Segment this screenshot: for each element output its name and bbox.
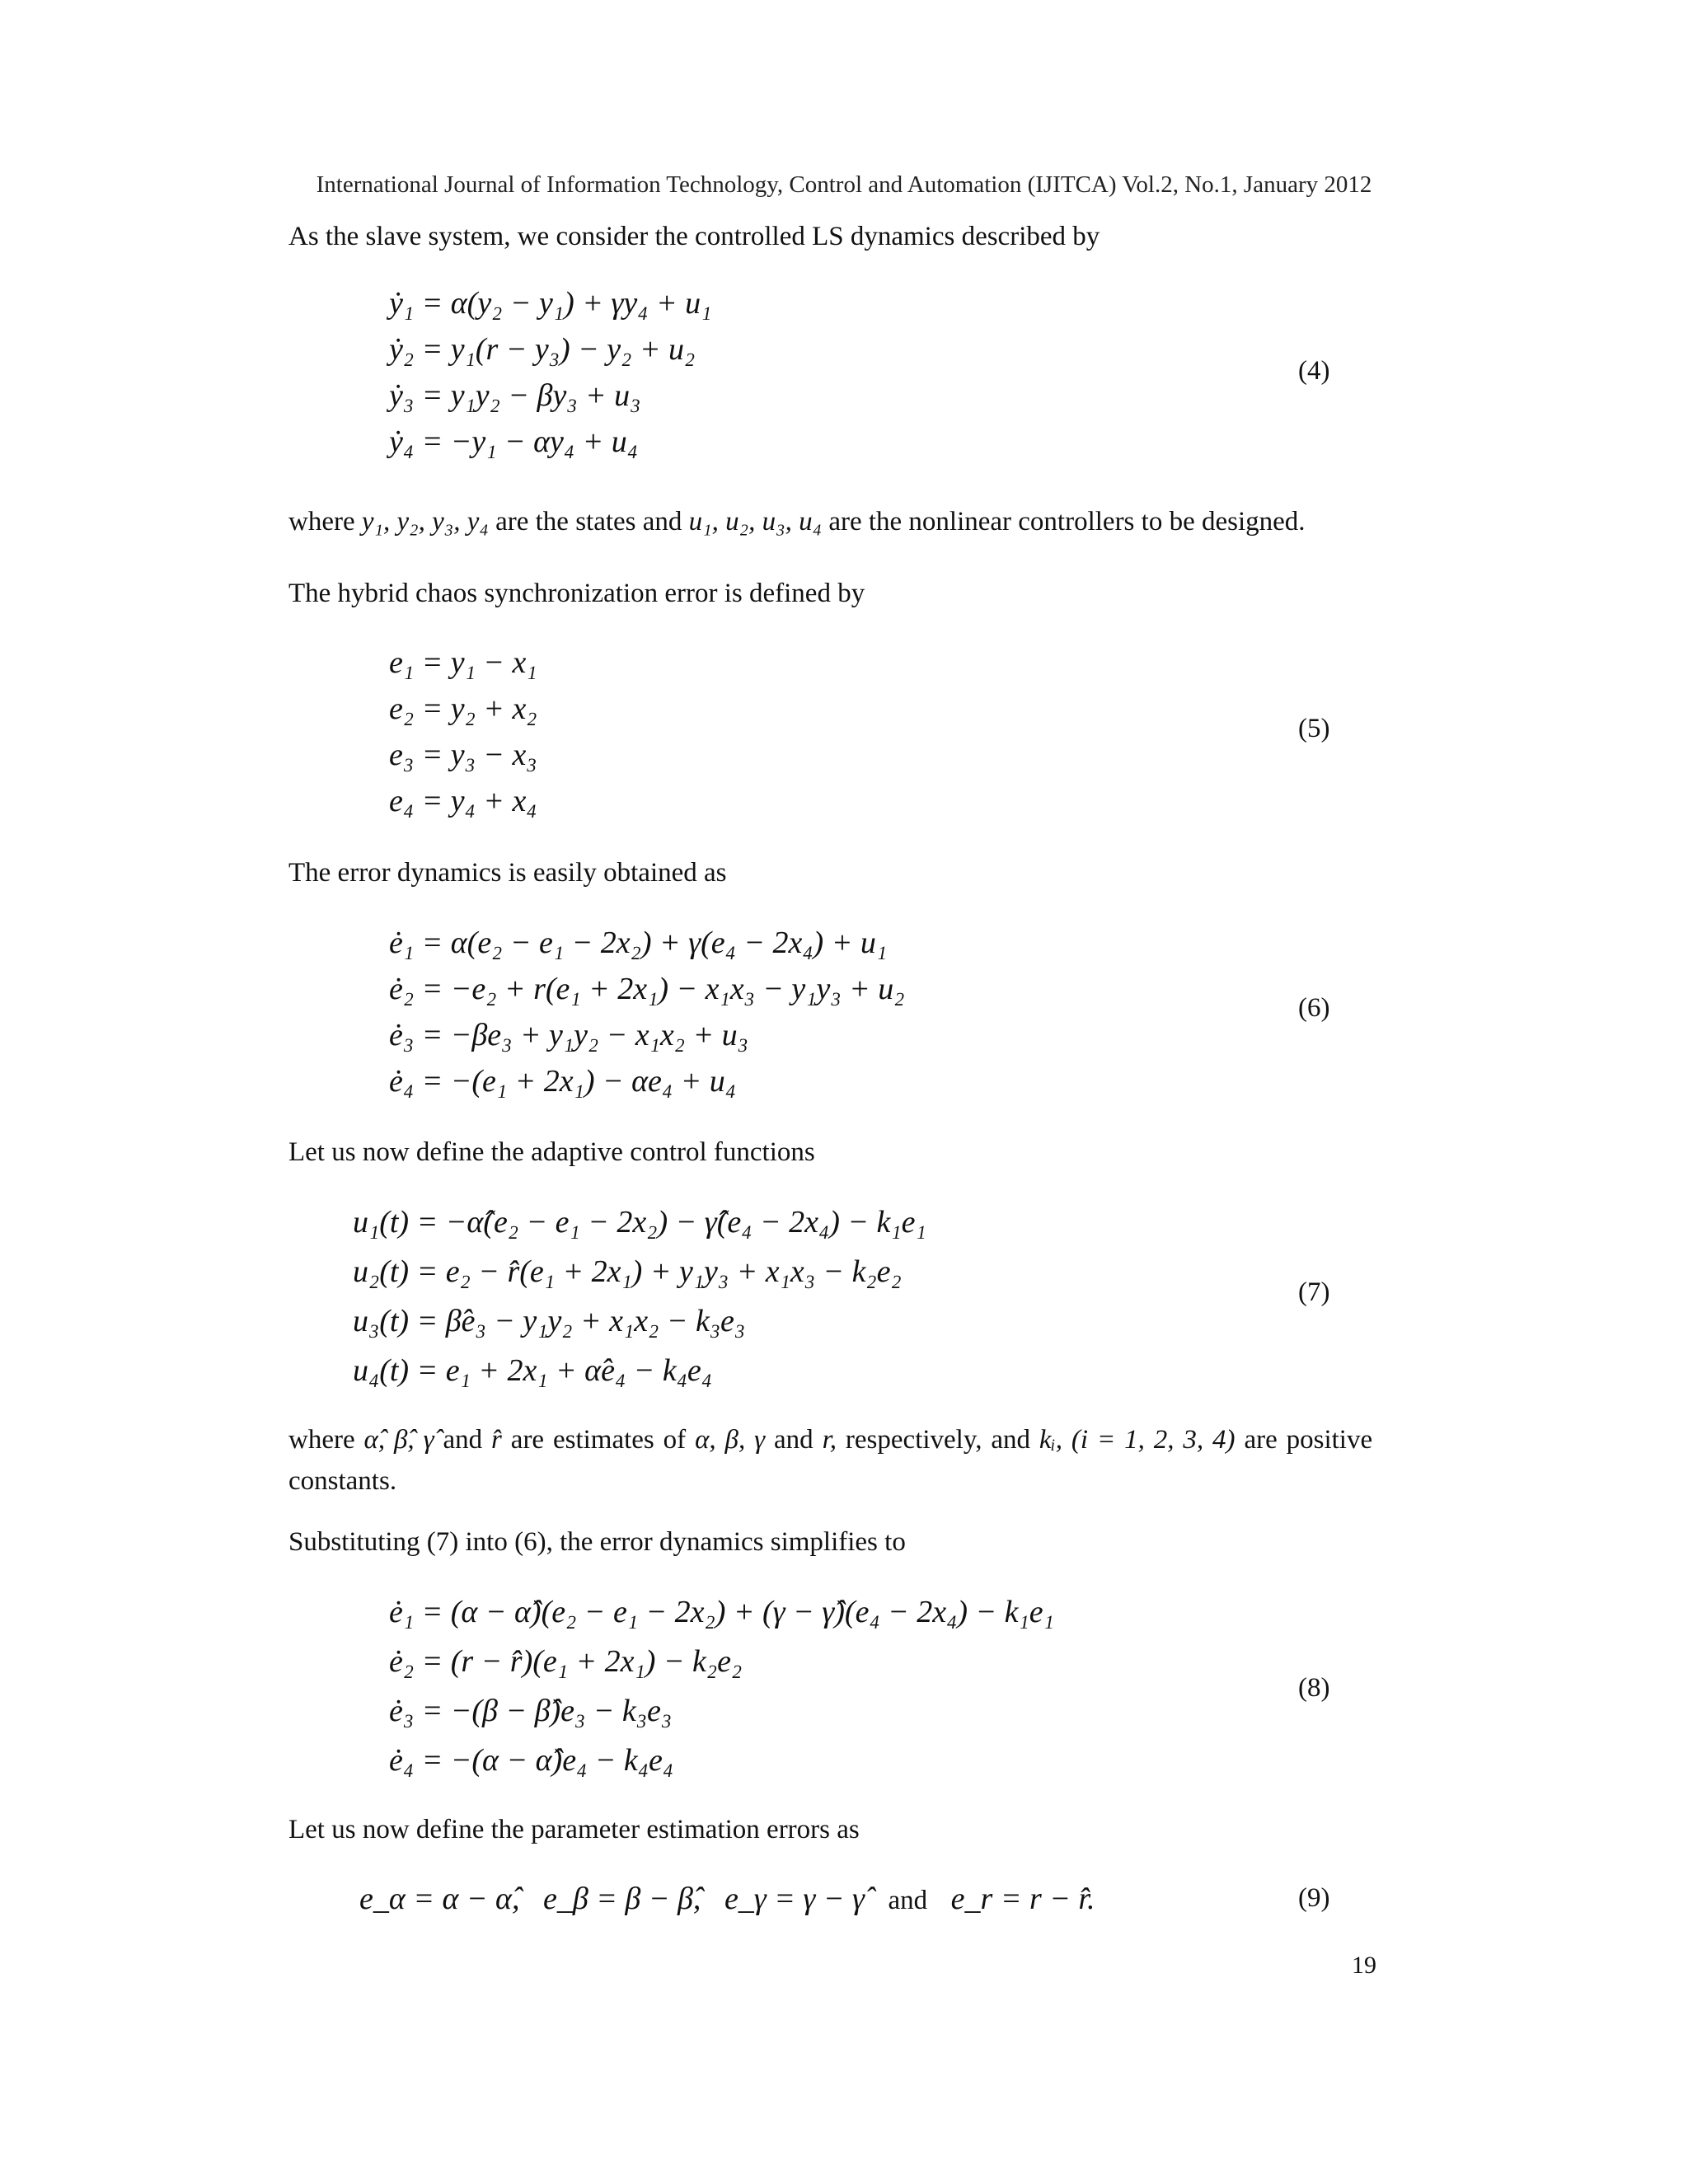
equation-5 <box>389 640 537 824</box>
equation-6-line-3: ė₃ = −βe₃ + y₁y₂ − x₁x₂ + u₃ <box>389 1018 748 1052</box>
journal-header: International Journal of Information Technology, Control and Automation (IJITCA) Vol.2, No.1, January 2012 <box>316 171 1372 198</box>
text: and <box>774 1425 814 1455</box>
equation-4-line-2: ẏ₂ = y₁(r − y₃) − y₂ + u₂ <box>389 332 696 367</box>
equation-9-term-beta: e_β = β − β̂, <box>543 1882 701 1916</box>
paragraph-adaptive-control: Let us now define the adaptive control functions <box>288 1137 815 1167</box>
equation-6-number: (6) <box>1298 993 1330 1023</box>
equation-5-line-4: e₄ = y₄ + x₄ <box>389 784 537 818</box>
paragraph-error-dynamics: The error dynamics is easily obtained as <box>288 858 727 888</box>
equation-4-line-3: ẏ₃ = y₁y₂ − βy₃ + u₃ <box>389 378 641 413</box>
equation-6-line-4: ė₄ = −(e₁ + 2x₁) − αe₄ + u₄ <box>389 1064 736 1099</box>
equation-4-number: (4) <box>1298 356 1330 386</box>
equation-8 <box>389 1589 1054 1787</box>
math-inline-states: y₁, y₂, y₃, y₄ <box>361 507 489 537</box>
equation-9 <box>359 1876 1095 1924</box>
equation-9-and: and <box>888 1886 928 1915</box>
equation-4-line-4: ẏ₄ = −y₁ − αy₄ + u₄ <box>389 424 638 459</box>
math-inline-estimates: α̂, β̂, γ̂ <box>363 1425 434 1455</box>
text: are positive constants. <box>288 1425 1373 1496</box>
page-number: 19 <box>1352 1952 1376 1979</box>
text: and <box>443 1425 483 1455</box>
math-inline-controllers: u₁, u₂, u₃, u₄ <box>688 507 823 537</box>
equation-9-term-r: e_r = r − r̂. <box>950 1882 1095 1916</box>
text: are the nonlinear controllers to be designed. <box>828 507 1306 537</box>
equation-9-number: (9) <box>1298 1883 1330 1913</box>
paragraph-states <box>288 501 1372 542</box>
equation-5-line-3: e₃ = y₃ − x₃ <box>389 738 537 772</box>
equation-7-line-4: u₄(t) = e₁ + 2x₁ + α̂e₄ − k₄e₄ <box>353 1353 712 1388</box>
math-inline-r-hat: r̂ <box>491 1425 502 1455</box>
equation-9-term-alpha: e_α = α − α̂, <box>359 1882 520 1916</box>
equation-8-line-4: ė₄ = −(α − α̂)e₄ − k₄e₄ <box>389 1743 674 1778</box>
equation-7-number: (7) <box>1298 1277 1330 1307</box>
equation-7-line-2: u₂(t) = e₂ − r̂(e₁ + 2x₁) + y₁y₃ + x₁x₃ − k₂e₂ <box>353 1254 902 1289</box>
equation-7 <box>353 1199 926 1397</box>
text: are estimates of <box>510 1425 687 1455</box>
text: where <box>288 507 355 537</box>
equation-6 <box>389 920 904 1104</box>
paragraph-sync-error: The hybrid chaos synchronization error is defined by <box>288 579 865 608</box>
text: where <box>288 1425 355 1455</box>
paragraph-slave-system: As the slave system, we consider the controlled LS dynamics described by <box>288 222 1100 251</box>
paragraph-estimation-errors: Let us now define the parameter estimation errors as <box>288 1815 860 1844</box>
equation-8-number: (8) <box>1298 1673 1330 1703</box>
equation-9-term-gamma: e_γ = γ − γ̂ <box>724 1882 865 1916</box>
equation-8-line-2: ė₂ = (r − r̂)(e₁ + 2x₁) − k₂e₂ <box>389 1644 743 1679</box>
math-inline-parameters: α, β, γ <box>695 1425 766 1455</box>
text: respectively, and <box>845 1425 1030 1455</box>
equation-8-line-1: ė₁ = (α − α̂)(e₂ − e₁ − 2x₂) + (γ − γ̂)(e₄ − 2x₄) − k₁e₁ <box>389 1595 1054 1629</box>
equation-4 <box>389 280 711 465</box>
text: are the states and <box>495 507 682 537</box>
math-inline-gains: kᵢ, (i = 1, 2, 3, 4) <box>1039 1425 1236 1455</box>
equation-5-number: (5) <box>1298 714 1330 743</box>
equation-6-line-1: ė₁ = α(e₂ − e₁ − 2x₂) + γ(e₄ − 2x₄) + u₁ <box>389 926 888 960</box>
equation-5-line-2: e₂ = y₂ + x₂ <box>389 691 537 726</box>
paragraph-substituting: Substituting (7) into (6), the error dynamics simplifies to <box>288 1527 906 1557</box>
paragraph-estimates <box>288 1419 1372 1502</box>
equation-4-line-1: ẏ₁ = α(y₂ − y₁) + γy₄ + u₁ <box>389 286 712 321</box>
equation-7-line-3: u₃(t) = β̂e₃ − y₁y₂ + x₁x₂ − k₃e₃ <box>353 1304 746 1338</box>
equation-5-line-1: e₁ = y₁ − x₁ <box>389 645 537 680</box>
equation-6-line-2: ė₂ = −e₂ + r(e₁ + 2x₁) − x₁x₃ − y₁y₃ + u₂ <box>389 972 905 1006</box>
equation-8-line-3: ė₃ = −(β − β̂)e₃ − k₃e₃ <box>389 1694 673 1728</box>
math-inline-r: r, <box>822 1425 837 1455</box>
equation-7-line-1: u₁(t) = −α̂(e₂ − e₁ − 2x₂) − γ̂(e₄ − 2x₄) − k₁e₁ <box>353 1205 926 1240</box>
